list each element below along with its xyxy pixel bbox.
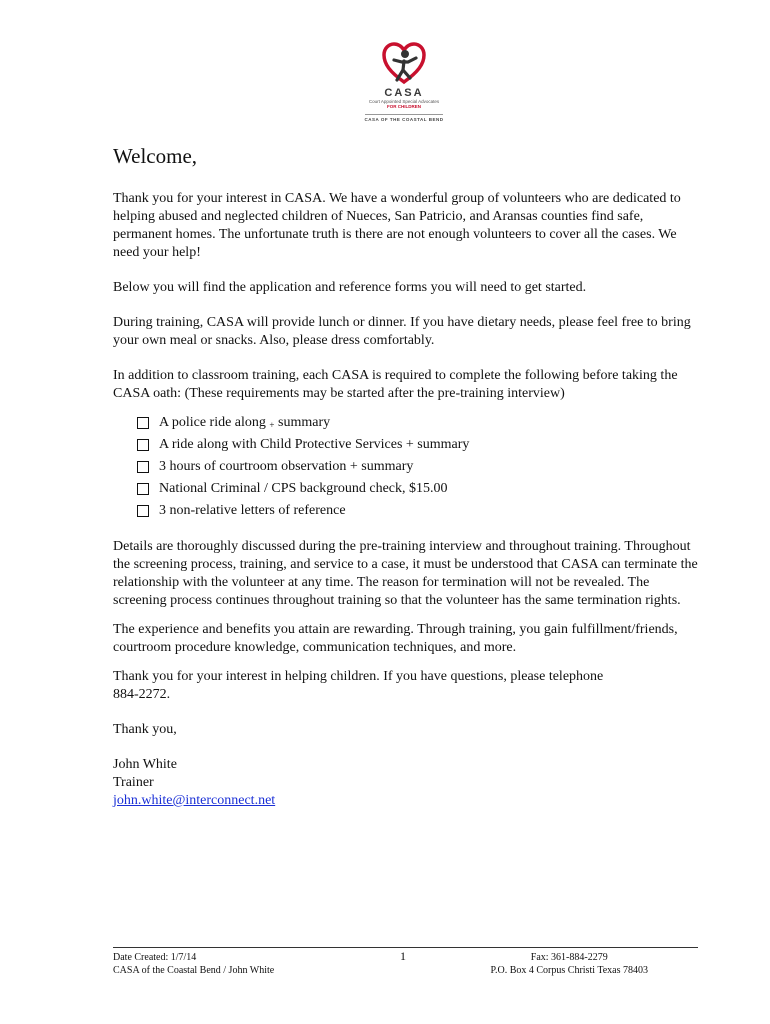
requirements-checklist bbox=[113, 414, 703, 524]
letter-body bbox=[113, 142, 703, 810]
checkbox[interactable] bbox=[137, 461, 149, 473]
checklist-item bbox=[137, 458, 703, 480]
footer-org-author: CASA of the Coastal Bend / John White bbox=[113, 965, 275, 976]
footer-date-created: Date Created: 1/7/14 bbox=[113, 952, 197, 963]
signer-email-link[interactable]: john.white@interconnect.net bbox=[113, 793, 276, 808]
footer-left bbox=[113, 951, 274, 977]
footer-page-number: 1 bbox=[400, 949, 406, 963]
casa-logo bbox=[356, 42, 452, 124]
paragraph-screening: Details are thoroughly discussed during the pre-training interview and throughout training. Throughout the screening process, training, and service to a case, it must be understood that CASA can terminate the relationship with the volunteer at any time. The reason for termination will not be revealed. The screening process continues throughout training so that the volunteer has the same termination rights. bbox=[113, 539, 698, 608]
page-footer bbox=[113, 947, 698, 976]
checklist-item bbox=[137, 480, 703, 502]
checklist-item-label: 3 non-relative letters of reference bbox=[159, 503, 346, 518]
logo-wordmark: CASA bbox=[384, 87, 424, 99]
paragraph-forms: Below you will find the application and reference forms you will need to get started. bbox=[113, 280, 587, 295]
checkbox[interactable] bbox=[137, 505, 149, 517]
paragraph-contact bbox=[113, 668, 703, 704]
logo-footer-text: CASA OF THE COASTAL BEND bbox=[364, 117, 444, 122]
paragraph-training-meals: During training, CASA will provide lunch or dinner. If you have dietary needs, please feel free to bring your own meal or snacks. Also, please dress comfortably. bbox=[113, 315, 691, 348]
phone-number: 884-2272. bbox=[113, 687, 171, 702]
signer-name: John White bbox=[113, 757, 177, 772]
paragraph-benefits: The experience and benefits you attain are rewarding. Through training, you gain fulfillment/friends, courtroom procedure knowledge, communication techniques, and more. bbox=[113, 622, 678, 655]
logo-subtitle-children: FOR CHILDREN bbox=[387, 104, 421, 109]
paragraph-intro: Thank you for your interest in CASA. We have a wonderful group of volunteers who are dedicated to helping abused and neglected children of Nueces, San Patricio, and Aransas counties find safe, permanent homes. The unfortunate truth is there are not enough volunteers to cover all the cases. We need your help! bbox=[113, 191, 681, 260]
signer-title: Trainer bbox=[113, 775, 154, 790]
contact-text: Thank you for your interest in helping children. If you have questions, please telephone bbox=[113, 669, 604, 684]
logo-subtitle: Court Appointed Special Advocates bbox=[368, 99, 440, 104]
logo-divider bbox=[365, 114, 443, 115]
checkbox[interactable] bbox=[137, 439, 149, 451]
checklist-item bbox=[137, 502, 703, 524]
greeting: Welcome, bbox=[113, 144, 198, 168]
footer-right bbox=[491, 951, 648, 977]
checklist-item-label: National Criminal / CPS background check, $15.00 bbox=[159, 481, 448, 496]
checklist-item-label: 3 hours of courtroom observation + summary bbox=[159, 459, 414, 474]
checklist-item bbox=[137, 414, 703, 436]
checklist-item-label: A ride along with Child Protective Services + summary bbox=[159, 437, 470, 452]
checklist-item-label: A police ride along + summary bbox=[159, 415, 331, 430]
checkbox[interactable] bbox=[137, 483, 149, 495]
footer-address: P.O. Box 4 Corpus Christi Texas 78403 bbox=[490, 965, 648, 976]
closing: Thank you, bbox=[113, 722, 177, 737]
checklist-item bbox=[137, 436, 703, 458]
casa-heart-figure-icon bbox=[382, 42, 426, 86]
paragraph-requirements: In addition to classroom training, each CASA is required to complete the following before taking the CASA oath: (These requirements may be started after the pre-training interview) bbox=[113, 368, 678, 401]
footer-fax: Fax: 361-884-2279 bbox=[530, 952, 608, 963]
checkbox[interactable] bbox=[137, 417, 149, 429]
